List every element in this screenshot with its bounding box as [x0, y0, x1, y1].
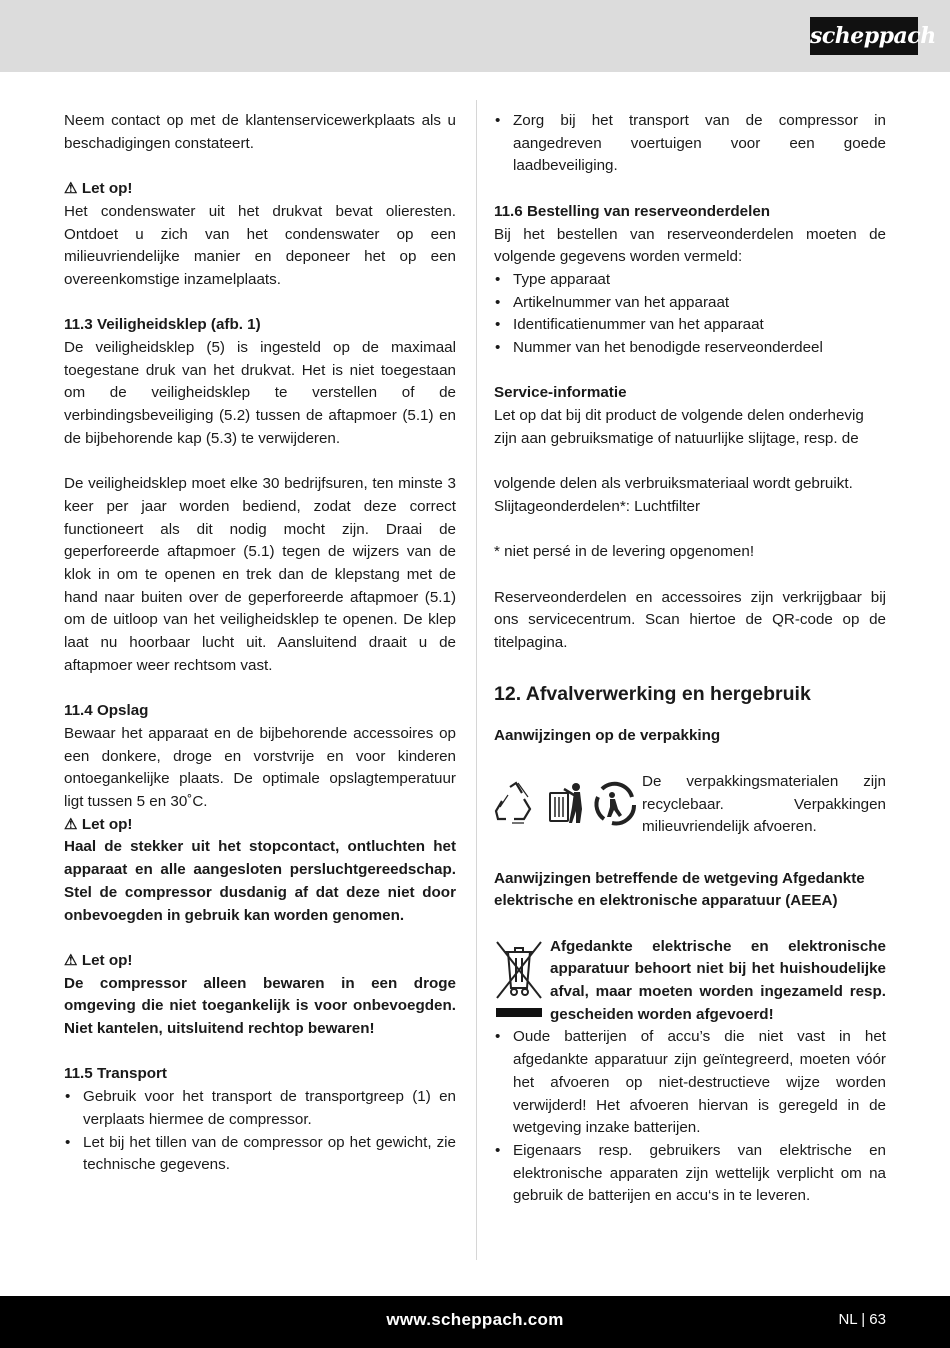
warning-title: ⚠ Let op! [64, 180, 133, 198]
recycle-icon [496, 783, 530, 823]
left-column [64, 110, 456, 1177]
spare-parts-intro: Bij het bestellen van reserveonderdelen moeten de volgende gegevens worden vermeld: [494, 225, 886, 266]
weee-heading: Aanwijzingen betreffende de wetgeving Afgedankte elektrische en elektronische apparatuur (AEEA) [494, 869, 865, 910]
header-bar [0, 0, 950, 72]
section-11-6-heading: 11.6 Bestelling van reserveonderdelen [494, 202, 771, 220]
section-11-3-heading: 11.3 Veiligheidsklep (afb. 1) [64, 316, 261, 334]
spare-parts-list [494, 269, 886, 360]
transport-list-cont [494, 110, 886, 178]
page-number: NL | 63 [838, 1311, 886, 1328]
scheppach-logo: scheppach [810, 17, 918, 55]
list-item: • Gebruik voor het transport de transportgreep (1) en verplaats hiermee de compressor. [64, 1086, 456, 1131]
storage-warning-text: Haal de stekker uit het stopcontact, ontluchten het apparaat en alle aangesloten persluchtgereedschap. Stel de compressor dusdanig af dat deze niet door onbevoegden in gebruik kan worden genomen. [64, 838, 456, 924]
weee-text: Afgedankte elektrische en elektronische apparatuur behoort niet bij het huishoudelijke afval, maar moeten worden ingezameld resp. gescheiden worden afgevoerd! [550, 937, 886, 1023]
safety-valve-text-2: De veiligheidsklep moet elke 30 bedrijfsuren, ten minste 3 keer per jaar worden bediend, zodat deze correct functioneert als dit nodig mocht zijn. Draai de geperforeerde aftapmoer (5.1) tegen de wijzers van de klok in om te openen en trek dan de klepstang met de hand naar buiten over de geperforeerde aftapmoer (5.1) om de uitloop van het veiligheidsklep te openen. De klep laat nu hoorbaar lucht uit. Aansluitend draait u de aftapmoer weer rechtsom vast. [64, 475, 456, 674]
list-item: • Artikelnummer van het apparaat [494, 292, 886, 315]
safety-valve-text-1: De veiligheidsklep (5) is ingesteld op de maximaal toegestane druk van het drukvat. Het is niet toegestaan om de veiligheidsklep te verstellen of de verbindingsbeveiliging (5.2) tussen de aftapmoer (5.1) en de bijbehorende kap (5.3) te verwijderen. [64, 339, 456, 447]
list-item: • Nummer van het benodigde reserveonderdeel [494, 337, 886, 360]
list-item: • Oude batterijen of accu’s die niet vast in het afgedankte apparatuur zijn geïntegreerd, moeten vóór het afvoeren op niet-destructieve wijze worden verwijderd! Het afvoeren hiervan is geregeld in de wetgeving inzake batterijen. [494, 1026, 886, 1140]
spare-parts-availability-text: Reserveonderdelen en accessoires zijn verkrijgbaar bij ons servicecentrum. Scan hiertoe de QR-code op de titelpagina. [494, 588, 886, 652]
condensate-warning-text: Het condenswater uit het drukvat bevat olieresten. Ontdoet u zich van het condenswater op een milieuvriendelijke manier en deponeer het op een overeenkomstige inzamelplaats. [64, 202, 456, 288]
footer-bar [0, 1296, 950, 1348]
service-info-heading: Service-informatie [494, 384, 627, 402]
service-info-text-1: Let op dat bij dit product de volgende delen onderhevig zijn aan gebruiksmatige of natuurlijke slijtage, resp. de [494, 407, 864, 447]
section-11-5-heading: 11.5 Transport [64, 1065, 167, 1083]
packaging-heading: Aanwijzingen op de verpakking [494, 727, 721, 745]
damage-contact-text: Neem contact op met de klantenservicewerkplaats als u beschadigingen constateert. [64, 112, 456, 152]
column-divider [476, 100, 477, 1260]
storage-text: Bewaar het apparaat en de bijbehorende accessoires op een donkere, droge en vorstvrije en voor kinderen ontoegankelijke plaats. De optimale opslagtemperatuur ligt tussen 5 en 30˚C. [64, 724, 456, 811]
packaging-text: De verpakkingsmaterialen zijn recyclebaar. Verpakkingen milieuvriendelijk afvoeren. [642, 772, 886, 836]
section-12-heading: 12. Afvalverwerking en hergebruik [494, 683, 811, 706]
warning-title: ⚠ Let op! [64, 815, 133, 833]
weee-list [494, 1026, 886, 1208]
crossed-bin-icon [494, 938, 544, 1020]
warning-title: ⚠ Let op! [64, 951, 133, 969]
section-11-4-heading: 11.4 Opslag [64, 702, 149, 720]
weee-info [494, 936, 886, 1208]
recycling-figure-icon [607, 792, 622, 817]
list-item: • Let bij het tillen van de compressor op het gewicht, zie technische gegevens. [64, 1132, 456, 1177]
trash-bin-icon [550, 783, 582, 823]
storage-warning-text-2: De compressor alleen bewaren in een droge omgeving die niet toegankelijk is voor onbevoegden. Niet kantelen, uitsluitend rechtop bewaren! [64, 974, 456, 1038]
list-item: • Type apparaat [494, 269, 886, 292]
list-item: • Eigenaars resp. gebruikers van elektrische en elektronische apparaten zijn wettelijk verplicht om na gebruik de batterijen en accu‘s in te leveren. [494, 1140, 886, 1208]
right-column [494, 110, 886, 1208]
packaging-info [494, 771, 886, 845]
recycling-icons [494, 779, 638, 827]
list-item: • Identificatienummer van het apparaat [494, 314, 886, 337]
service-info-text-2: volgende delen als verbruiksmateriaal wordt gebruikt. [494, 475, 853, 493]
list-item: • Zorg bij het transport van de compressor in aangedreven voertuigen voor een goede laadbeveiliging. [494, 110, 886, 178]
footnote-text: * niet persé in de levering opgenomen! [494, 543, 755, 561]
website-link[interactable]: www.scheppach.com [386, 1310, 564, 1329]
transport-list [64, 1086, 456, 1177]
wear-parts-text: Slijtageonderdelen*: Luchtfilter [494, 497, 701, 515]
